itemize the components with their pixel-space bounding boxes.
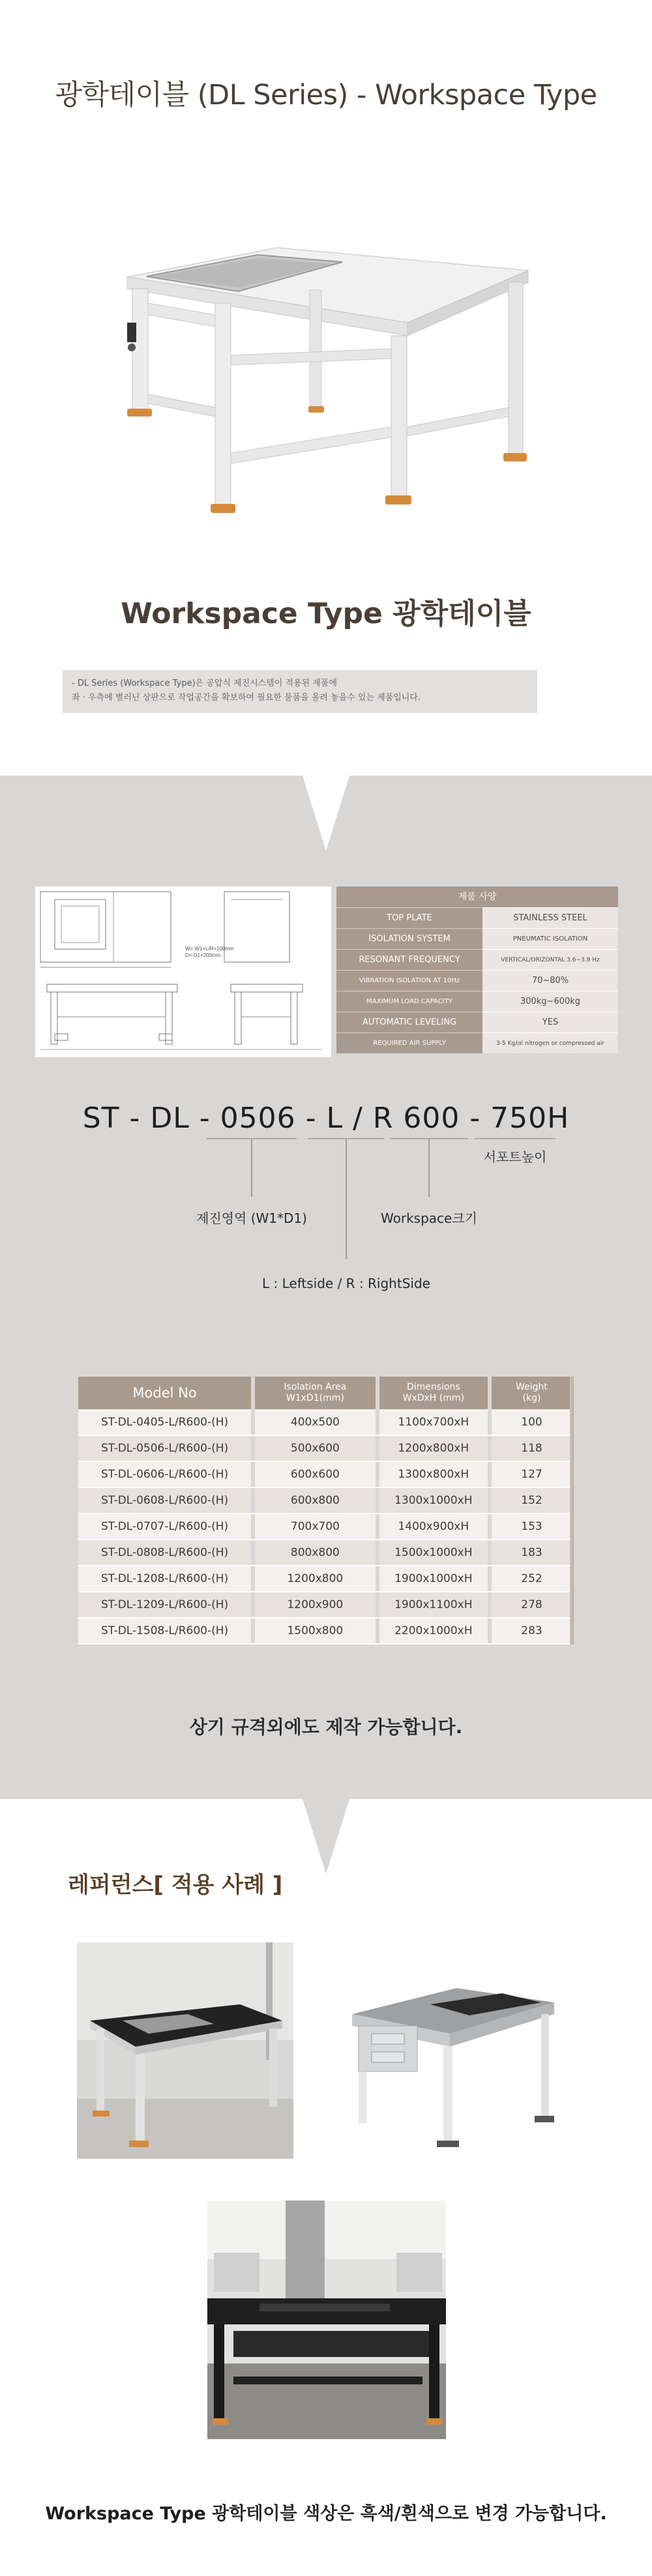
table-cell: 183 xyxy=(492,1540,572,1566)
reference-photo xyxy=(339,1942,561,2163)
custom-order-note: 상기 규격외에도 제작 가능합니다. xyxy=(189,1716,463,1738)
table-cell: 600x800 xyxy=(255,1487,375,1514)
table-row xyxy=(78,1435,572,1461)
table-cell: 1200x800xH xyxy=(379,1435,488,1461)
spec-row xyxy=(336,928,618,949)
label-height: 서포트높이 xyxy=(483,1149,547,1165)
table-row xyxy=(78,1461,572,1487)
header-weight: Weight (kg) xyxy=(492,1377,572,1409)
spec-key: REQUIRED AIR SUPPLY xyxy=(336,1032,482,1053)
table-cell: 1300x800xH xyxy=(379,1461,488,1487)
section-arrow xyxy=(303,776,349,851)
spec-key: RESONANT FREQUENCY xyxy=(336,949,482,970)
model-table xyxy=(78,1377,574,1645)
spec-table xyxy=(336,886,618,1057)
table-header-row xyxy=(78,1377,572,1409)
spec-section xyxy=(0,776,652,1799)
table-cell: ST-DL-1208-L/R600-(H) xyxy=(78,1566,251,1592)
model-code-legend xyxy=(0,1138,652,1308)
spec-value: YES xyxy=(482,1012,618,1032)
table-row xyxy=(78,1592,572,1618)
dim-label: D= D1+200mm xyxy=(185,952,221,958)
spec-key: MAXIMUM LOAD CAPACITY xyxy=(336,991,482,1012)
spec-row xyxy=(336,949,618,970)
table-cell: 1500x800 xyxy=(255,1618,375,1644)
table-cell: 252 xyxy=(492,1566,572,1592)
label-workspace: Workspace크기 xyxy=(381,1210,477,1226)
table-row xyxy=(78,1540,572,1566)
reference-photo xyxy=(77,1942,293,2159)
technical-drawing xyxy=(35,886,331,1057)
model-table-body xyxy=(78,1409,572,1644)
table-row xyxy=(78,1487,572,1514)
spec-value: PNEUMATIC ISOLATION xyxy=(482,928,618,949)
intro-section xyxy=(0,0,652,776)
table-cell: ST-DL-0707-L/R600-(H) xyxy=(78,1514,251,1540)
table-cell: 800x800 xyxy=(255,1540,375,1566)
table-cell: ST-DL-0405-L/R600-(H) xyxy=(78,1409,251,1435)
spec-key: ISOLATION SYSTEM xyxy=(336,928,482,949)
model-table-grid xyxy=(78,1377,572,1645)
label-area: 제진영역 (W1*D1) xyxy=(196,1210,307,1226)
table-row xyxy=(78,1514,572,1540)
description-line: 좌 · 우측에 별러닌 상판으로 작업공간을 확보하여 필요한 물품을 올려 놓을수 있는 제품입니다. xyxy=(72,693,421,703)
spec-value: 300kg~600kg xyxy=(482,991,618,1012)
table-cell: 100 xyxy=(492,1409,572,1435)
table-cell: 700x700 xyxy=(255,1514,375,1540)
table-row xyxy=(78,1409,572,1435)
table-row xyxy=(78,1618,572,1644)
spec-value: STAINLESS STEEL xyxy=(482,907,618,928)
table-cell: 152 xyxy=(492,1487,572,1514)
table-cell: 1100x700xH xyxy=(379,1409,488,1435)
drawing-svg xyxy=(35,886,331,1057)
table-cell: 1900x1100xH xyxy=(379,1592,488,1618)
table-cell: 283 xyxy=(492,1618,572,1644)
spec-key: VIBRATION ISOLATION AT 10Hz xyxy=(336,970,482,991)
color-option-note: Workspace Type 광학테이블 색상은 흑색/흰색으로 변경 가능합니다. xyxy=(45,2504,607,2524)
table-cell: ST-DL-0606-L/R600-(H) xyxy=(78,1461,251,1487)
table-cell: 1400x900xH xyxy=(379,1514,488,1540)
spec-row xyxy=(336,991,618,1012)
table-cell: 2200x1000xH xyxy=(379,1618,488,1644)
table-cell: 153 xyxy=(492,1514,572,1540)
table-cell: 118 xyxy=(492,1435,572,1461)
header-model: Model No xyxy=(78,1377,251,1409)
table-cell: 278 xyxy=(492,1592,572,1618)
label-side: L : Leftside / R : RightSide xyxy=(262,1276,430,1291)
model-code: ST - DL - 0506 - L / R 600 - 750H xyxy=(82,1102,570,1135)
table-cell: 400x500 xyxy=(255,1409,375,1435)
spec-value: 3-5 Kg/㎠ nitrogen or compressed air xyxy=(482,1032,618,1053)
table-cell: 1500x1000xH xyxy=(379,1540,488,1566)
workspace-table-illustration xyxy=(101,231,551,525)
spec-key: TOP PLATE xyxy=(336,907,482,928)
section-arrow xyxy=(303,1799,349,1874)
reference-photo xyxy=(207,2201,446,2439)
header-dimensions: Dimensions WxDxH (mm) xyxy=(379,1377,488,1409)
spec-key: AUTOMATIC LEVELING xyxy=(336,1012,482,1032)
table-row xyxy=(78,1566,572,1592)
table-cell: ST-DL-1508-L/R600-(H) xyxy=(78,1618,251,1644)
section-subtitle: Workspace Type 광학테이블 xyxy=(121,597,531,630)
table-cell: 1200x900 xyxy=(255,1592,375,1618)
table-cell: ST-DL-1209-L/R600-(H) xyxy=(78,1592,251,1618)
description-line: - DL Series (Workspace Type)은 공압식 제진시스템이 적용된 제품에 xyxy=(72,679,337,688)
reference-section xyxy=(0,1799,652,2576)
reference-title: 레퍼런스[ 적용 사례 ] xyxy=(68,1872,283,1898)
spec-row xyxy=(336,907,618,928)
spec-row xyxy=(336,1032,618,1053)
table-shadow xyxy=(570,1377,574,1645)
table-cell: 1200x800 xyxy=(255,1566,375,1592)
page-title: 광학테이블 (DL Series) - Workspace Type xyxy=(55,79,597,111)
table-cell: ST-DL-0506-L/R600-(H) xyxy=(78,1435,251,1461)
spec-table-title: 제품 사양 xyxy=(336,886,618,907)
table-cell: 500x600 xyxy=(255,1435,375,1461)
table-cell: 127 xyxy=(492,1461,572,1487)
table-cell: ST-DL-0608-L/R600-(H) xyxy=(78,1487,251,1514)
spec-row xyxy=(336,970,618,991)
spec-value: 70~80% xyxy=(482,970,618,991)
table-cell: ST-DL-0808-L/R600-(H) xyxy=(78,1540,251,1566)
dim-label: W= W1+L/R+100mm xyxy=(185,946,234,952)
header-area: Isolation Area W1xD1(mm) xyxy=(255,1377,375,1409)
table-cell: 600x600 xyxy=(255,1461,375,1487)
table-cell: 1900x1000xH xyxy=(379,1566,488,1592)
description-box xyxy=(63,670,537,713)
spec-row xyxy=(336,1012,618,1032)
spec-value: VERTICAL/ORIZONTAL 3.6~3.9 Hz xyxy=(482,949,618,970)
table-cell: 1300x1000xH xyxy=(379,1487,488,1514)
